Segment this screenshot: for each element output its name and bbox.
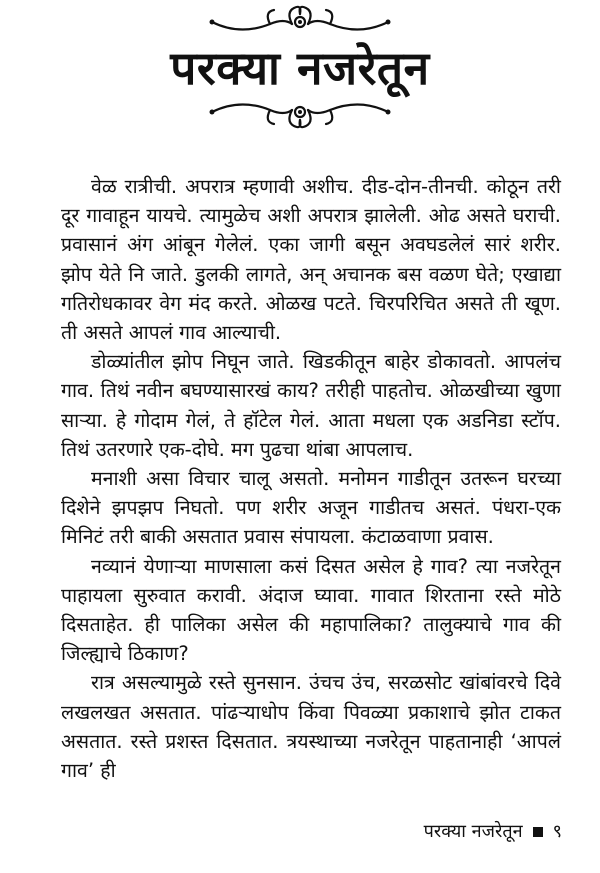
chapter-body <box>61 172 561 785</box>
paragraph: मनाशी असा विचार चालू असतो. मनोमन गाडीतून उतरून घरच्या दिशेने झपझप निघतो. पण शरीर अजून गाडीतच असतं. पंधरा-एक मिनिटं तरी बाकी असतात प्रवास संपायला. कंटाळवाणा प्रवास. <box>61 467 561 549</box>
running-title: परक्या नजरेतून <box>423 821 523 842</box>
chapter-title: परक्या नजरेतून <box>170 41 430 95</box>
bottom-flourish-ornament <box>0 96 600 132</box>
top-flourish-ornament <box>0 2 600 38</box>
paragraph: डोळ्यांतील झोप निघून जाते. खिडकीतून बाहेर डोकावतो. आपलंच गाव. तिथं नवीन बघण्यासारखं काय? तरीही पाहतोच. ओळखीच्या खुणा साऱ्या. हे गोदाम गेलं, ते हॉटेल गेलं. आता मधला एक अडनिडा स्टॉप. तिथं उतरणारे एक-दोघे. मग पुढचा थांबा आपलाच. <box>61 350 561 461</box>
page-footer <box>424 820 562 844</box>
paragraph: नव्यानं येणाऱ्या माणसाला कसं दिसत असेल हे गाव? त्या नजरेतून पाहायला सुरुवात करावी. अंदाज घ्यावा. गावात शिरताना रस्ते मोठे दिसताहेत. ही पालिका असेल की महापालिका? तालुक्याचे गाव की जिल्ह्याचे ठिकाण? <box>61 554 561 666</box>
square-bullet-icon <box>533 827 543 837</box>
page-number: ९ <box>552 821 562 842</box>
flourish-icon <box>200 2 400 38</box>
paragraph: वेळ रात्रीची. अपरात्र म्हणावी अशीच. दीड-दोन-तीनची. कोठून तरी दूर गावाहून यायचे. त्यामुळेच अशी अपरात्र झालेली. ओढ असते घराची. प्रवासानं अंग आंबून गेलेलं. एका जागी बसून अवघडलेलं सारं शरीर. झोप येते नि जाते. डुलकी लागते, अन् अचानक बस वळण घेते; एखाद्या गतिरोधकावर वेग मंद करते. ओळख पटते. चिरपरिचित असते ती खूण. ती असते आपलं गाव आल्याची. <box>61 175 561 345</box>
paragraph: रात्र असल्यामुळे रस्ते सुनसान. उंचच उंच, सरळसोट खांबांवरचे दिवे लखलखत असतात. पांढऱ्याधोप किंवा पिवळ्या प्रकाशाचे झोत टाकत असतात. रस्ते प्रशस्त दिसतात. त्रयस्थाच्या नजरेतून पाहतानाही ‘आपलं गाव’ ही <box>61 671 561 783</box>
flourish-icon <box>200 96 400 132</box>
